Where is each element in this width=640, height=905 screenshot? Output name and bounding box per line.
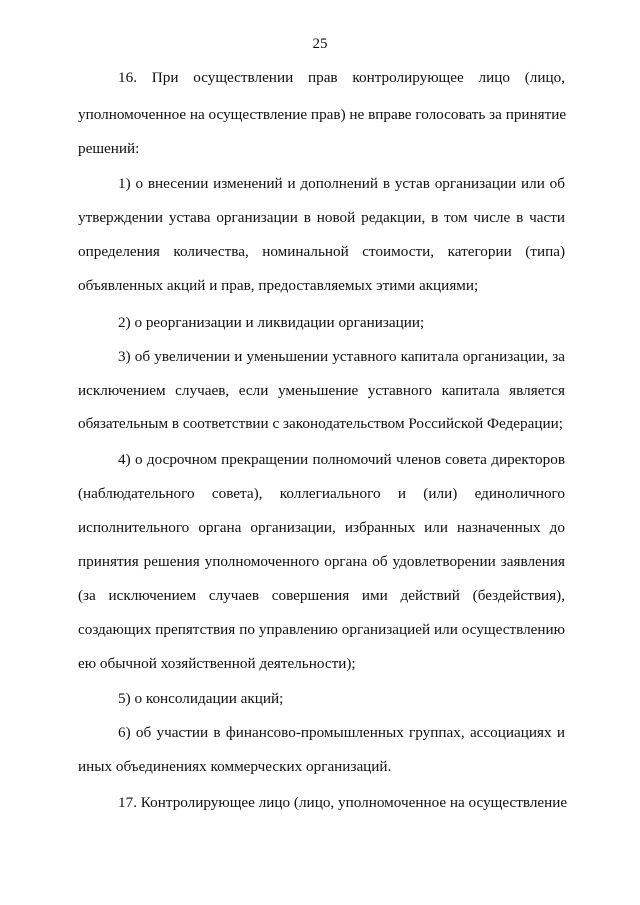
text-line: создающих препятствия по управлению организацией или осуществлению	[78, 621, 565, 638]
text-line: уполномоченное на осуществление прав) не вправе голосовать за принятие	[78, 106, 567, 123]
text-line: ею обычной хозяйственной деятельности);	[78, 655, 356, 672]
text-line: 1) о внесении изменений и дополнений в устав организации или об	[118, 175, 565, 192]
text-line: (наблюдательного совета), коллегиального и (или) единоличного	[78, 485, 565, 502]
text-line: определения количества, номинальной стоимости, категории (типа)	[78, 243, 565, 260]
text-line: 3) об увеличении и уменьшении уставного капитала организации, за	[118, 348, 565, 365]
text-line: 17. Контролирующее лицо (лицо, уполномоченное на осуществление	[118, 794, 568, 811]
page-number: 25	[312, 36, 328, 52]
text-line: обязательным в соответствии с законодательством Российской Федерации;	[78, 415, 563, 432]
text-line: (за исключением случаев совершения ими действий (бездействия),	[78, 587, 565, 604]
text-line: исключением случаев, если уменьшение уставного капитала является	[78, 382, 565, 399]
text-line: объявленных акций и прав, предоставляемых этими акциями;	[78, 277, 479, 294]
text-line: утверждении устава организации в новой редакции, в том числе в части	[78, 209, 565, 226]
text-line: 4) о досрочном прекращении полномочий членов совета директоров	[118, 451, 565, 468]
text-line: исполнительного органа организации, избранных или назначенных до	[78, 519, 565, 536]
text-line: 16. При осуществлении прав контролирующее лицо (лицо,	[118, 69, 565, 86]
text-line: иных объединениях коммерческих организаций.	[78, 758, 392, 775]
text-line: принятия решения уполномоченного органа об удовлетворении заявления	[78, 553, 565, 570]
text-line: 6) об участии в финансово-промышленных группах, ассоциациях и	[118, 724, 565, 741]
text-line: решений:	[78, 140, 140, 157]
text-line: 5) о консолидации акций;	[118, 690, 284, 707]
text-line: 2) о реорганизации и ликвидации организации;	[118, 314, 425, 331]
